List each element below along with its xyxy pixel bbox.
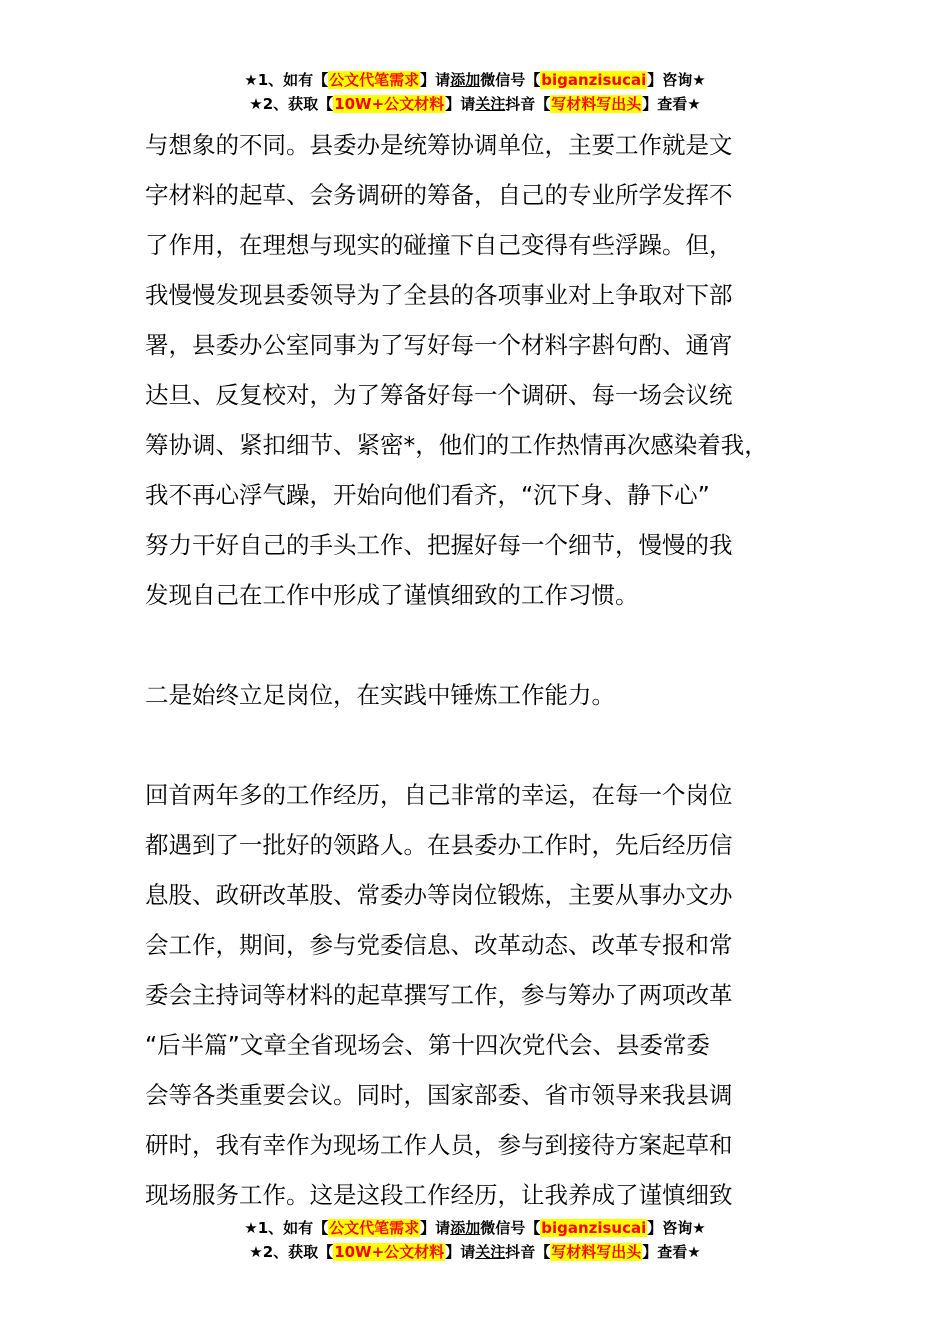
header-banner-line-1	[0, 68, 950, 92]
footer-banner-line-1-highlight-service: 公文代笔需求	[329, 1219, 420, 1237]
paragraph-2-line: 会等各类重要会议。同时，国家部委、省市领导来我县调	[145, 1081, 733, 1109]
paragraph-1	[145, 120, 845, 620]
footer-banner-line-1-suffix: 】咨询★	[647, 1219, 706, 1237]
header-banner-line-2-middle-2: 抖音【	[505, 95, 551, 113]
header-banner	[0, 68, 950, 116]
footer-banner-line-2-highlight-douyin: 写材料写出头	[551, 1243, 642, 1261]
paragraph-2-line: 息股、政研改革股、常委办等岗位锻炼，主要从事办文办	[145, 881, 733, 909]
paragraph-1-line: 筹协调、紧扣细节、紧密*，他们的工作热情再次感染着我，	[145, 431, 768, 459]
paragraph-2-line: 会工作，期间，参与党委信息、改革动态、改革专报和常	[145, 931, 733, 959]
footer-banner-line-2-suffix: 】查看★	[642, 1243, 701, 1261]
footer-banner-line-1-emphasis: 添加	[450, 1219, 481, 1237]
header-banner-line-1-highlight-service: 公文代笔需求	[329, 71, 420, 89]
footer-banner	[0, 1216, 950, 1264]
paragraph-2-line: 都遇到了一批好的领路人。在县委办工作时，先后经历信	[145, 831, 733, 859]
paragraph-2-line: 研时，我有幸作为现场工作人员，参与到接待方案起草和	[145, 1131, 733, 1159]
paragraph-2-line: “后半篇”文章全省现场会、第十四次党代会、县委常委	[145, 1031, 710, 1059]
footer-banner-line-2-prefix: ★2、获取【	[249, 1243, 334, 1261]
footer-banner-line-1	[0, 1216, 950, 1240]
header-banner-line-2	[0, 92, 950, 116]
paragraph-1-line: 我慢慢发现县委领导为了全县的各项事业对上争取对下部	[145, 281, 733, 309]
header-banner-line-1-middle: 】请	[420, 71, 451, 89]
header-banner-line-1-suffix: 】咨询★	[647, 71, 706, 89]
paragraph-1-line: 与想象的不同。县委办是统筹协调单位，主要工作就是文	[145, 131, 733, 159]
header-banner-line-2-prefix: ★2、获取【	[249, 95, 334, 113]
footer-banner-line-2-highlight-materials: 10W+公文材料	[334, 1243, 445, 1261]
header-banner-line-1-emphasis: 添加	[450, 71, 481, 89]
footer-banner-line-2-middle: 】请	[445, 1243, 476, 1261]
footer-banner-line-1-prefix: ★1、如有【	[244, 1219, 329, 1237]
paragraph-1-line: 了作用，在理想与现实的碰撞下自己变得有些浮躁。但，	[145, 231, 733, 259]
paragraph-1-line: 努力干好自己的手头工作、把握好每一个细节，慢慢的我	[145, 531, 733, 559]
footer-banner-line-2	[0, 1240, 950, 1264]
footer-banner-line-1-middle: 】请	[420, 1219, 451, 1237]
header-banner-line-2-emphasis: 关注	[475, 95, 506, 113]
paragraph-1-line: 发现自己在工作中形成了谨慎细致的工作习惯。	[145, 581, 639, 609]
footer-banner-line-1-middle-2: 微信号【	[480, 1219, 541, 1237]
section-heading-2	[145, 670, 845, 720]
header-banner-line-2-highlight-douyin: 写材料写出头	[551, 95, 642, 113]
header-banner-line-1-prefix: ★1、如有【	[244, 71, 329, 89]
header-banner-line-1-middle-2: 微信号【	[480, 71, 541, 89]
paragraph-spacer	[145, 720, 845, 770]
document-body	[145, 120, 845, 1220]
paragraph-1-line: 字材料的起草、会务调研的筹备，自己的专业所学发挥不	[145, 181, 733, 209]
paragraph-1-line: 达旦、反复校对，为了筹备好每一个调研、每一场会议统	[145, 381, 733, 409]
footer-banner-line-2-emphasis: 关注	[475, 1243, 506, 1261]
header-banner-line-2-middle: 】请	[445, 95, 476, 113]
paragraph-2	[145, 770, 845, 1220]
header-banner-line-2-suffix: 】查看★	[642, 95, 701, 113]
header-banner-line-2-highlight-materials: 10W+公文材料	[334, 95, 445, 113]
paragraph-2-line: 现场服务工作。这是这段工作经历，让我养成了谨慎细致	[145, 1181, 733, 1209]
header-banner-line-1-highlight-wechat: biganzisucai	[541, 71, 647, 89]
footer-banner-line-1-highlight-wechat: biganzisucai	[541, 1219, 647, 1237]
footer-banner-line-2-middle-2: 抖音【	[505, 1243, 551, 1261]
paragraph-1-line: 署，县委办公室同事为了写好每一个材料字斟句酌、通宵	[145, 331, 733, 359]
paragraph-spacer	[145, 620, 845, 670]
section-heading-2-text: 二是始终立足岗位，在实践中锤炼工作能力。	[145, 681, 615, 709]
paragraph-2-line: 回首两年多的工作经历，自己非常的幸运，在每一个岗位	[145, 781, 733, 809]
paragraph-1-line: 我不再心浮气躁，开始向他们看齐，“沉下身、静下心”	[145, 481, 710, 509]
paragraph-2-line: 委会主持词等材料的起草撰写工作，参与筹办了两项改革	[145, 981, 733, 1009]
